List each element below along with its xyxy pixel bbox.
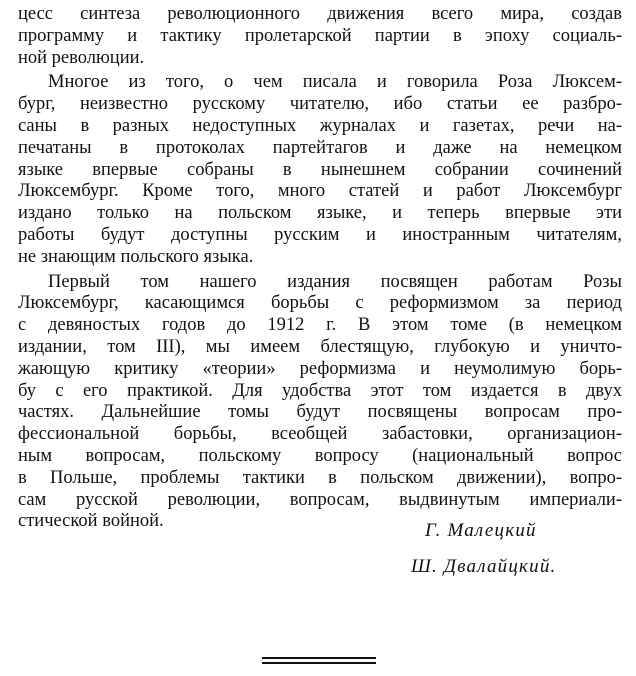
paragraph-1: [18, 4, 622, 69]
line: фессиональной борьбы, всеобщей забастовки, организацион-: [18, 424, 622, 445]
line: Многое из того, о чем писала и говорила Роза Люксем-: [48, 72, 622, 93]
line: издании, том III), мы имеем блестящую, глубокую и уничто-: [18, 336, 622, 357]
line: частях. Дальнейшие томы будут посвящены вопросам про-: [18, 402, 622, 423]
line: саны в разных недоступных журналах и газетах, речи на-: [18, 115, 622, 136]
line: стической войной.: [18, 511, 164, 532]
line: работы будут доступны русским и иностранным читателям,: [18, 224, 622, 245]
line: жающую критику «теории» реформизма и неумолимую борь-: [18, 358, 622, 379]
line: бу с его практикой. Для удобства этот том издается в двух: [18, 380, 622, 401]
line: сам русской революции, вопросам, выдвинутым империали-: [18, 489, 622, 510]
end-rule-top: [262, 657, 376, 659]
line: языке впервые собраны в нынешнем собрании сочинений: [18, 159, 622, 180]
signature-dvalaitsky: Ш. Двалайцкий.: [411, 556, 557, 577]
paragraph-2: [18, 72, 622, 268]
line: в Польше, проблемы тактики в польском движении), вопро-: [18, 467, 622, 488]
line: Люксембург, касающимся борьбы с реформизмом за период: [18, 293, 622, 314]
line: программу и тактику пролетарской партии в эпоху социаль-: [18, 25, 622, 46]
paragraph-3: [18, 272, 622, 534]
line: издано только на польском языке, и теперь впервые эти: [18, 203, 622, 224]
line: Первый том нашего издания посвящен работам Розы: [48, 271, 622, 292]
line: ной революции.: [18, 47, 145, 68]
end-rule-bottom: [262, 662, 376, 664]
line: не знающим польского языка.: [18, 246, 254, 267]
signature-maletsky: Г. Малецкий: [425, 520, 537, 541]
page: [18, 0, 622, 533]
line: цесс синтеза революционного движения всего мира, создав: [18, 4, 622, 24]
line: с девяностых годов до 1912 г. В этом томе (в немецком: [18, 315, 622, 336]
line: ным вопросам, польскому вопросу (национальный вопрос: [18, 445, 622, 466]
line: бург, неизвестно русскому читателю, ибо статьи ее разбро-: [18, 94, 622, 115]
line: Люксембург. Кроме того, много статей и работ Люксембург: [18, 181, 622, 202]
line: печатаны в протоколах партейтагов и даже на немецком: [18, 137, 622, 158]
